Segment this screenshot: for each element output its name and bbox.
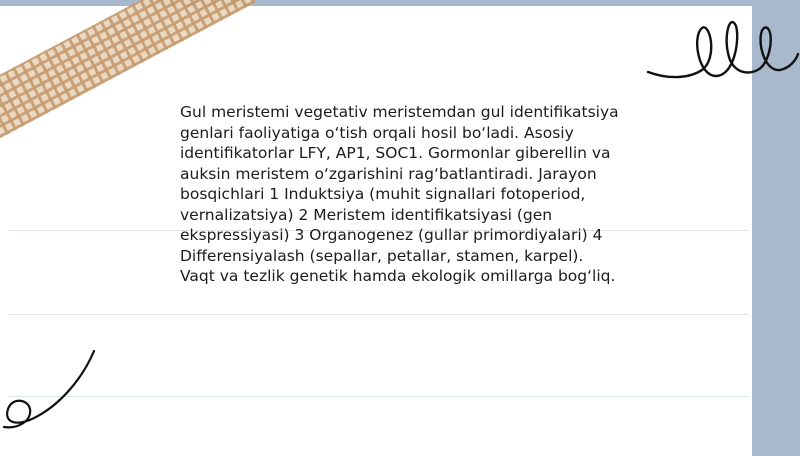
ruled-line xyxy=(8,396,748,397)
slide-body-text: Gul meristemi vegetativ meristemdan gul identifikatsiya genlari faoliyatiga o‘tish orqali hosil bo‘ladi. Asosiy identifikatorlar LFY, AP1, SOC1. Gormonlar giberellin va auksin meristem o‘zgarishini rag‘batlantiradi. Jarayon bosqichlari 1 Induktsiya (muhit signallari fotoperiod, vernalizatsiya) 2 Meristem identifikatsiyasi (gen ekspressiyasi) 3 Organogenez (gullar primordiyalari) 4 Differensiyalash (sepallar, petallar, stamen, karpel). Vaqt va tezlik genetik hamda ekologik omillarga bog‘liq. xyxy=(180,103,619,285)
ruled-line xyxy=(8,314,748,315)
ink-swirl-doodle xyxy=(0,345,110,435)
ink-loops-doodle xyxy=(640,10,800,90)
